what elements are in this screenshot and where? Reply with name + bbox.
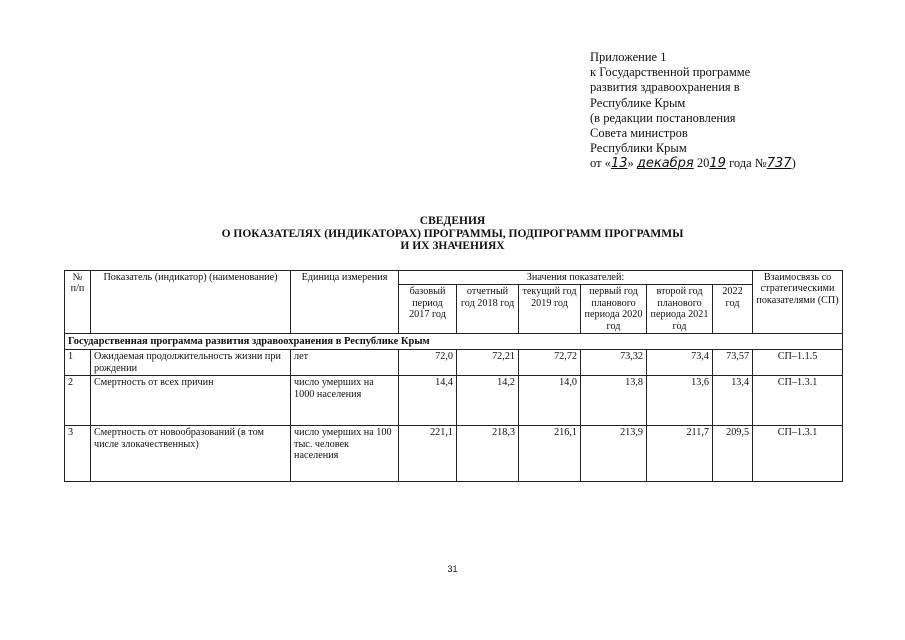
date-sep: »	[627, 156, 634, 171]
cell-indicator: Ожидаемая продолжительность жизни при рождении	[91, 350, 291, 376]
cell-value: 73,32	[581, 350, 647, 376]
cell-value: 213,9	[581, 426, 647, 482]
col-header-values-group: Значения показателей:	[399, 271, 753, 285]
title-line: И ИХ ЗНАЧЕНИЯХ	[400, 240, 505, 252]
appendix-date-line	[590, 156, 850, 171]
cell-value: 73,4	[647, 350, 713, 376]
col-header-link: Взаимосвязь со стратегическими показателями (СП)	[753, 271, 843, 334]
cell-value: 209,5	[713, 426, 753, 482]
cell-value: 13,8	[581, 376, 647, 426]
cell-link: СП–1.1.5	[753, 350, 843, 376]
cell-value: 13,6	[647, 376, 713, 426]
cell-value: 72,21	[457, 350, 519, 376]
cell-num: 3	[65, 426, 91, 482]
appendix-line: развития здравоохранения в	[590, 80, 740, 95]
indicators-table	[64, 270, 843, 482]
document-title	[0, 215, 905, 253]
section-row	[65, 334, 843, 350]
appendix-line: Республике Крым	[590, 95, 686, 110]
appendix-line: Приложение 1	[590, 50, 667, 64]
appendix-line: Совета министров	[590, 126, 688, 141]
page-number: 31	[447, 564, 458, 574]
cell-value: 14,2	[457, 376, 519, 426]
handwritten-number: 737	[766, 156, 792, 172]
title-line: СВЕДЕНИЯ	[419, 215, 486, 227]
cell-value: 72,72	[519, 350, 581, 376]
appendix-header	[590, 50, 850, 172]
handwritten-month: декабря	[636, 156, 694, 172]
cell-link: СП–1.3.1	[753, 426, 843, 482]
cell-unit: число умерших на 1000 населения	[291, 376, 399, 426]
cell-value: 14,4	[399, 376, 457, 426]
cell-link: СП–1.3.1	[753, 376, 843, 426]
year-word: года №	[729, 156, 767, 171]
cell-value: 13,4	[713, 376, 753, 426]
col-header-2019: текущий год 2019 год	[519, 285, 581, 334]
col-header-unit: Единица измерения	[291, 271, 399, 334]
cell-indicator: Смертность от новообразований (в том числе злокачественных)	[91, 426, 291, 482]
handwritten-day: 13	[610, 156, 628, 172]
handwritten-year: 19	[709, 156, 726, 172]
appendix-line: Республики Крым	[590, 141, 687, 156]
title-line: О ПОКАЗАТЕЛЯХ (ИНДИКАТОРАХ) ПРОГРАММЫ, ПОДПРОГРАММ ПРОГРАММЫ	[221, 227, 684, 240]
cell-num: 1	[65, 350, 91, 376]
year-prefix: 20	[696, 156, 710, 171]
table-row	[65, 376, 843, 426]
date-prefix: от «	[590, 156, 611, 171]
header-row	[65, 271, 843, 285]
appendix-line: (в редакции постановления	[590, 110, 736, 125]
col-header-2017: базовый период 2017 год	[399, 285, 457, 334]
col-header-2021: второй год планового периода 2021 год	[647, 285, 713, 334]
cell-value: 216,1	[519, 426, 581, 482]
cell-num: 2	[65, 376, 91, 426]
cell-value: 211,7	[647, 426, 713, 482]
cell-value: 73,57	[713, 350, 753, 376]
col-header-indicator: Показатель (индикатор) (наименование)	[91, 271, 291, 334]
cell-value: 72,0	[399, 350, 457, 376]
col-header-num: № п/п	[65, 271, 91, 334]
cell-unit: лет	[291, 350, 399, 376]
col-header-2020: первый год планового периода 2020 год	[581, 285, 647, 334]
appendix-line: к Государственной программе	[590, 65, 751, 80]
table-row	[65, 426, 843, 482]
close-paren: )	[791, 156, 796, 171]
cell-indicator: Смертность от всех причин	[91, 376, 291, 426]
col-header-2022: 2022 год	[713, 285, 753, 334]
section-title: Государственная программа развития здравоохранения в Республике Крым	[65, 334, 843, 350]
cell-unit: число умерших на 100 тыс. человек населения	[291, 426, 399, 482]
cell-value: 218,3	[457, 426, 519, 482]
table-row	[65, 350, 843, 376]
cell-value: 221,1	[399, 426, 457, 482]
cell-value: 14,0	[519, 376, 581, 426]
col-header-2018: отчетный год 2018 год	[457, 285, 519, 334]
